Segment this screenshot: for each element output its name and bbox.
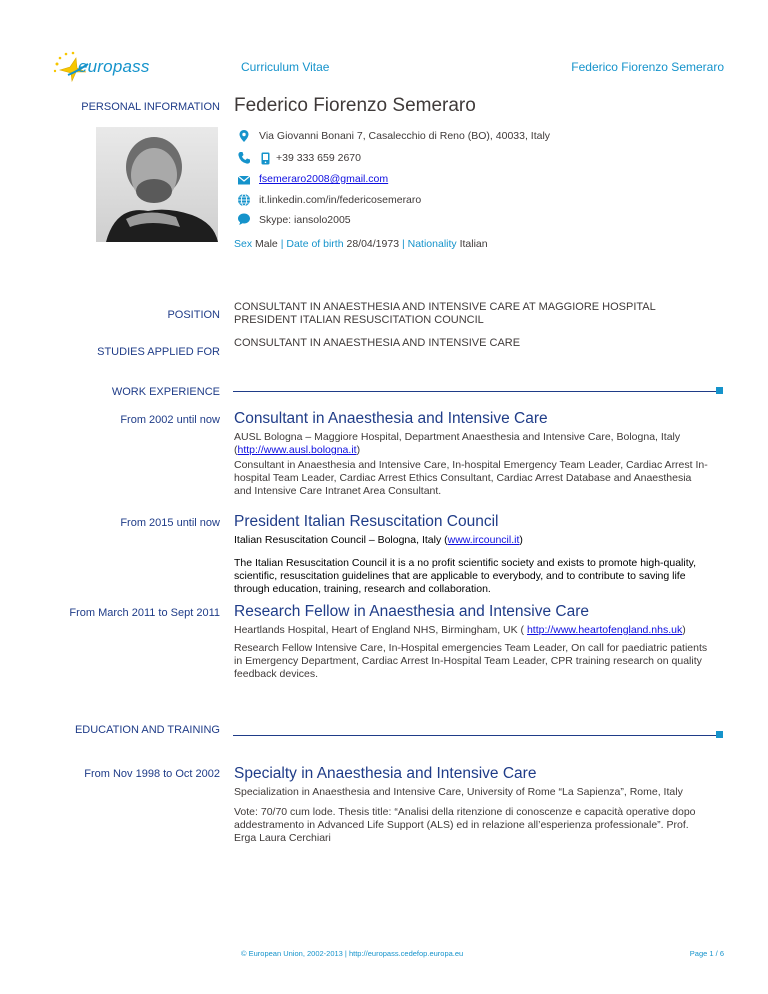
dob-label: Date of birth [286, 238, 344, 250]
work-dates: From 2015 until now [120, 517, 220, 529]
employer-link[interactable]: http://www.ausl.bologna.it [237, 444, 357, 456]
address: Via Giovanni Bonani 7, Casalecchio di Reno (BO), 40033, Italy [259, 130, 551, 142]
email-icon [237, 173, 251, 187]
education-description: Vote: 70/70 cum lode. Thesis title: “Analisi della ritenzione di conoscenze e capacità operative dopo addestramento in Advanced Life Support (ALS) ed in relazione all’esperienza professionale”. Prof. Erga Laura Cerchiari [234, 806, 696, 844]
studies-value: CONSULTANT IN ANAESTHESIA AND INTENSIVE CARE [234, 337, 521, 349]
education-dates: From Nov 1998 to Oct 2002 [84, 768, 220, 780]
education-title: Specialty in Anaesthesia and Intensive Care [234, 765, 537, 782]
page-number: Page 1 / 6 [689, 949, 724, 958]
phone-icon [237, 151, 251, 165]
section-label-personal: PERSONAL INFORMATION [81, 101, 220, 113]
work-description: Consultant in Anaesthesia and Intensive Care, In-hospital Emergency Team Leader, Cardiac Arrest In- hospital Team Leader, Cardiac Arrest Ethics Consultant, Cardiac Arrest Database and Anaesthesia and Intensive Care Intranet Area Consultant. [234, 459, 708, 497]
position-line-1: CONSULTANT IN ANAESTHESIA AND INTENSIVE CARE AT MAGGIORE HOSPITAL [234, 301, 656, 313]
avatar [96, 127, 218, 242]
separator: | [280, 238, 284, 250]
work-description: Research Fellow Intensive Care, In-Hospital emergencies Team Leader, On call for paediatric patients in Emergency Department, Cardiac Arrest In-Hospital Team Leader, CPR training research on quality feedback devices. [234, 642, 708, 680]
work-description: The Italian Resuscitation Council it is a no profit scientific society and exists to promote high-quality, scientific, resuscitation guidelines that are applicable to everybody, and to contribute to saving life through education, training, research and collaboration. [234, 557, 697, 595]
dob-value: 28/04/1973 [346, 238, 400, 250]
chat-icon [237, 212, 251, 226]
work-employer: AUSL Bologna – Maggiore Hospital, Department Anaesthesia and Intensive Care, Bologna, Italy (http://www.ausl.bologna.it) [234, 431, 681, 456]
sex-value: Male [255, 238, 278, 250]
education-org: Specialization in Anaesthesia and Intensive Care, University of Rome “La Sapienza”, Rome, Italy [234, 786, 683, 798]
section-marker [716, 387, 723, 394]
website-icon [237, 193, 251, 207]
europass-logo [52, 50, 162, 84]
position-line-2: PRESIDENT ITALIAN RESUSCITATION COUNCIL [234, 314, 484, 326]
work-employer: Italian Resuscitation Council – Bologna, Italy (www.ircouncil.it) [234, 534, 523, 546]
doc-type: Curriculum Vitae [241, 60, 330, 74]
logo-text: europass [78, 57, 150, 76]
work-dates: From March 2011 to Sept 2011 [69, 607, 220, 619]
phone-number: +39 333 659 2670 [276, 152, 361, 164]
website[interactable]: it.linkedin.com/in/federicosemeraro [259, 194, 422, 206]
section-divider [233, 735, 716, 736]
employer-link[interactable]: www.ircouncil.it [447, 534, 520, 546]
footer-copyright: © European Union, 2002-2013 | http://europass.cedefop.europa.eu [241, 949, 464, 958]
header-person-name: Federico Fiorenzo Semeraro [571, 60, 724, 74]
personal-details-line [234, 238, 488, 251]
position-label: POSITION [167, 309, 220, 321]
mobile-icon [261, 152, 270, 165]
location-icon [237, 129, 251, 143]
work-title: President Italian Resuscitation Council [234, 513, 499, 530]
separator: | [401, 238, 405, 250]
section-label-education: EDUCATION AND TRAINING [74, 724, 220, 736]
work-title: Research Fellow in Anaesthesia and Intensive Care [234, 603, 589, 620]
skype-id[interactable]: Skype: iansolo2005 [259, 214, 351, 226]
nationality-label: Nationality [407, 238, 457, 250]
sex-label: Sex [234, 238, 253, 250]
studies-label: STUDIES APPLIED FOR [97, 346, 220, 358]
employer-link[interactable]: http://www.heartofengland.nhs.uk [526, 624, 683, 636]
work-employer: Heartlands Hospital, Heart of England NHS, Birmingham, UK ( http://www.heartofengland.nhs.uk) [234, 624, 686, 636]
section-marker [716, 731, 723, 738]
work-title: Consultant in Anaesthesia and Intensive Care [234, 410, 548, 427]
section-label-work: WORK EXPERIENCE [111, 386, 220, 398]
email-link[interactable]: fsemeraro2008@gmail.com [259, 173, 389, 185]
work-dates: From 2002 until now [120, 414, 220, 426]
section-divider [233, 391, 716, 392]
person-name: Federico Fiorenzo Semeraro [234, 95, 476, 116]
nationality-value: Italian [459, 238, 488, 250]
